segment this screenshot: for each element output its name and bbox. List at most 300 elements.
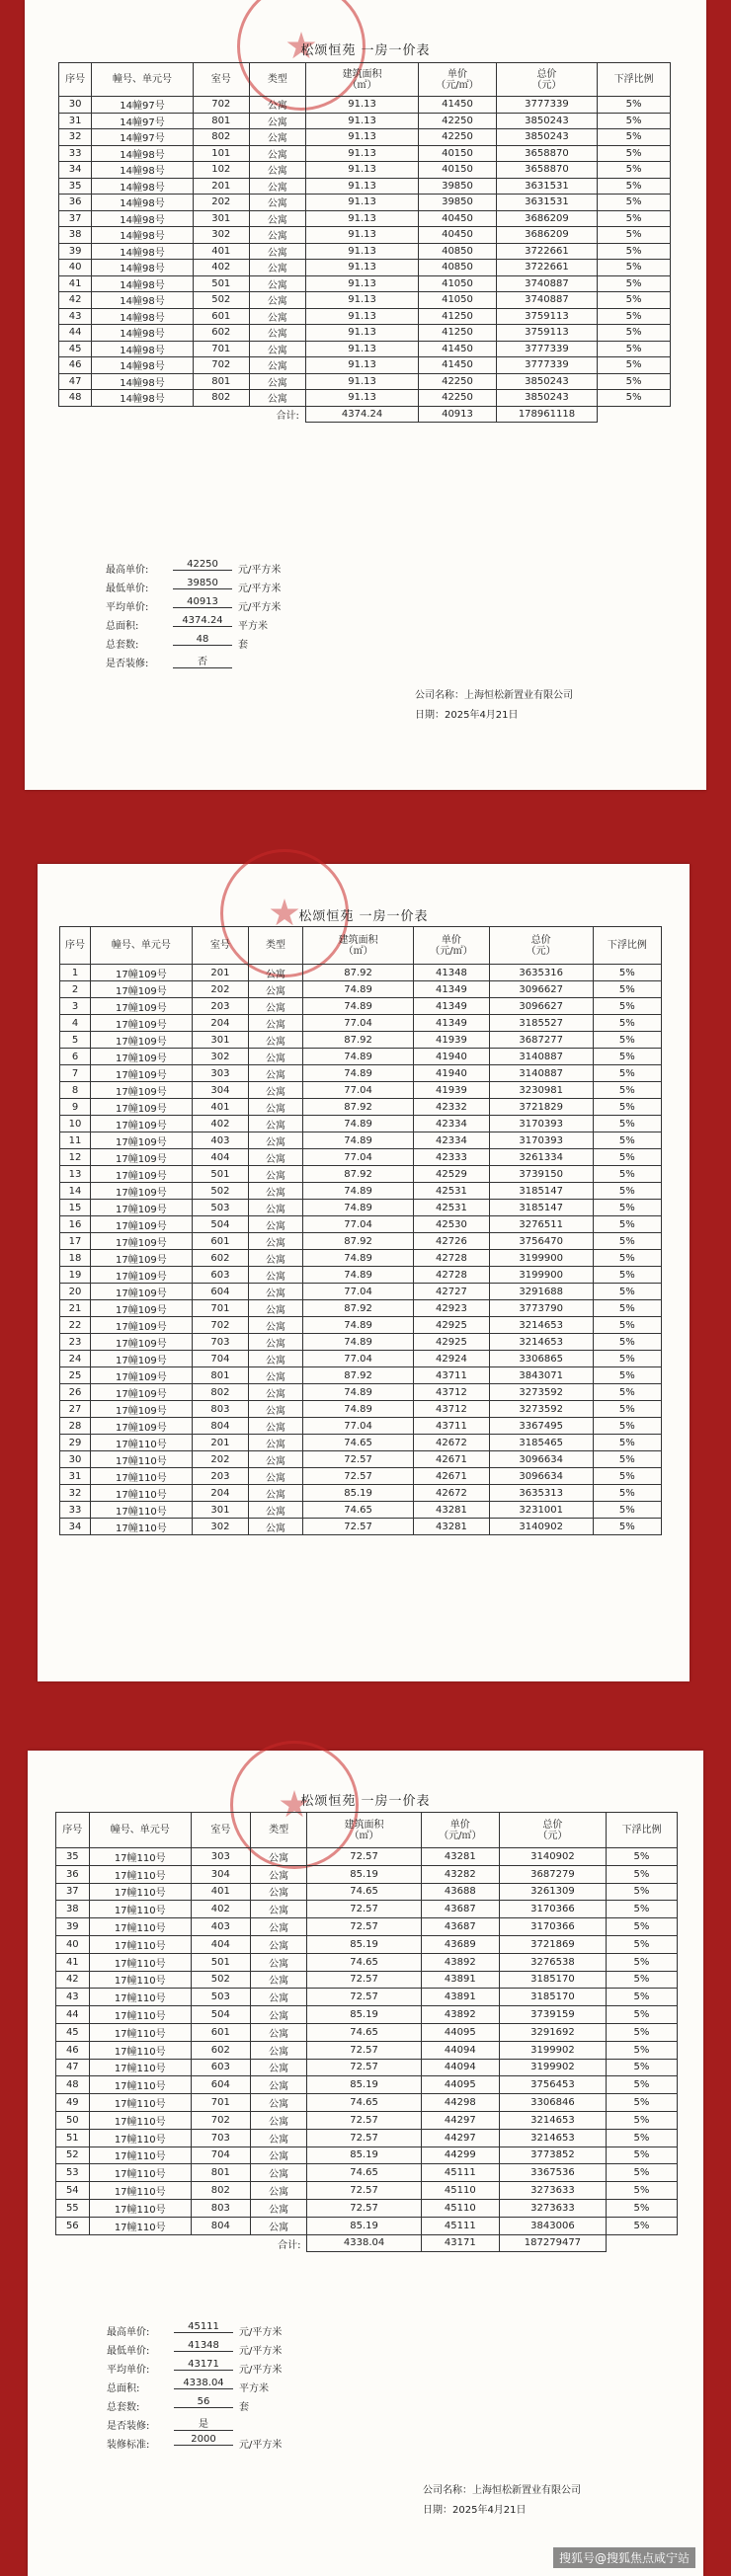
table-cell: 5% [606, 2129, 677, 2147]
table-cell: 10 [60, 1116, 91, 1132]
summary-value: 41348 [174, 2340, 233, 2352]
table-cell: 3170393 [489, 1132, 593, 1149]
table-cell: 5% [598, 97, 671, 114]
table-cell: 37 [56, 1883, 90, 1901]
summary-value: 42250 [173, 559, 232, 571]
table-cell: 72.57 [307, 1971, 421, 1989]
table-cell: 3231001 [489, 1502, 593, 1519]
column-header: 幢号、单元号 [89, 1813, 191, 1848]
table-cell: 17幢109号 [91, 1418, 193, 1435]
table-cell: 303 [191, 1848, 250, 1866]
total-area: 4374.24 [305, 406, 418, 423]
table-row [56, 2199, 678, 2217]
table-cell: 3306846 [499, 2094, 606, 2112]
summary-row [106, 578, 343, 596]
table-cell: 401 [191, 1883, 250, 1901]
table-cell: 公寓 [249, 243, 305, 260]
table-cell: 91.13 [305, 195, 418, 211]
table-cell: 公寓 [249, 1116, 303, 1132]
table-cell: 702 [191, 2111, 250, 2129]
table-cell: 17幢110号 [89, 2041, 191, 2059]
table-cell: 74.89 [302, 1401, 413, 1418]
table-cell: 11 [60, 1132, 91, 1149]
table-cell: 703 [192, 1334, 248, 1351]
table-cell: 704 [192, 1351, 248, 1367]
summary-value: 40913 [173, 596, 232, 608]
table-cell: 304 [192, 1082, 248, 1099]
table-cell: 43712 [414, 1401, 489, 1418]
table-cell: 17幢109号 [91, 1116, 193, 1132]
column-header: 单价 （元/㎡） [414, 927, 489, 965]
table-cell: 3777339 [496, 97, 597, 114]
table-row [59, 292, 671, 309]
table-cell: 702 [193, 97, 249, 114]
table-cell: 72.57 [302, 1519, 413, 1535]
table-cell: 40 [59, 260, 92, 276]
table-cell: 702 [192, 1317, 248, 1334]
table-row [60, 1132, 662, 1149]
table-row [56, 1865, 678, 1883]
table-cell: 3850243 [496, 373, 597, 390]
table-row [60, 965, 662, 981]
total-area: 4338.04 [307, 2234, 421, 2252]
table-cell: 17幢109号 [91, 1401, 193, 1418]
table-cell: 601 [192, 1233, 248, 1250]
column-header: 总价 （元） [489, 927, 593, 965]
summary-row [107, 2396, 344, 2415]
table-cell: 17幢110号 [89, 2217, 191, 2234]
table-cell: 504 [192, 1216, 248, 1233]
table-row [56, 2182, 678, 2200]
table-cell: 3185170 [499, 1989, 606, 2006]
table-cell: 17幢110号 [91, 1519, 193, 1535]
column-header: 单价 （元/㎡） [421, 1813, 499, 1848]
table-cell: 公寓 [250, 2199, 307, 2217]
table-row [60, 1317, 662, 1334]
summary-row [106, 615, 343, 634]
table-row [60, 1418, 662, 1435]
table-cell: 302 [193, 227, 249, 244]
table-cell: 17幢109号 [91, 1334, 193, 1351]
table-cell: 3759113 [496, 325, 597, 342]
table-cell: 5% [593, 1116, 661, 1132]
table-cell: 3291692 [499, 2023, 606, 2041]
column-header: 室号 [192, 927, 248, 965]
table-cell: 1 [60, 965, 91, 981]
table-cell: 3777339 [496, 357, 597, 374]
table-cell: 公寓 [249, 1233, 303, 1250]
table-cell: 5% [593, 1384, 661, 1401]
table-cell: 5% [593, 1451, 661, 1468]
column-header: 下浮比例 [606, 1813, 677, 1848]
table-cell: 5% [593, 1049, 661, 1065]
total-sum: 178961118 [496, 406, 597, 423]
table-cell: 41 [56, 1953, 90, 1971]
table-cell: 802 [191, 2182, 250, 2200]
summary-label: 总套数: [106, 640, 139, 651]
table-cell: 201 [193, 178, 249, 195]
table-row [56, 2023, 678, 2041]
table-cell: 17幢110号 [89, 2006, 191, 2024]
summary-value: 48 [173, 634, 232, 646]
table-cell: 公寓 [249, 1468, 303, 1485]
table-cell: 3273633 [499, 2182, 606, 2200]
table-cell: 5% [598, 129, 671, 146]
column-header: 类型 [250, 1813, 307, 1848]
table-cell: 公寓 [249, 325, 305, 342]
table-cell: 3740887 [496, 275, 597, 292]
table-cell: 14幢98号 [92, 260, 193, 276]
table-cell: 公寓 [249, 1166, 303, 1183]
table-row [60, 998, 662, 1015]
table-cell: 102 [193, 162, 249, 179]
table-cell: 17幢110号 [89, 1918, 191, 1936]
table-row [59, 210, 671, 227]
table-cell: 公寓 [249, 292, 305, 309]
issue-date: 日期：2025年4月21日 [423, 2505, 527, 2516]
summary-row [106, 559, 343, 578]
table-cell: 43687 [421, 1901, 499, 1918]
table-cell: 72.57 [302, 1468, 413, 1485]
table-cell: 17幢110号 [89, 2129, 191, 2147]
total-row [56, 2234, 678, 2252]
table-cell: 42334 [414, 1132, 489, 1149]
table-cell: 45111 [421, 2164, 499, 2182]
table-cell: 91.13 [305, 113, 418, 129]
table-cell: 5% [593, 1216, 661, 1233]
table-cell: 3185465 [489, 1435, 593, 1451]
table-row [60, 1468, 662, 1485]
table-cell: 5% [593, 1149, 661, 1166]
table-cell: 41450 [419, 357, 497, 374]
table-cell: 3740887 [496, 292, 597, 309]
table-cell: 43688 [421, 1883, 499, 1901]
summary-unit: 元/平方米 [238, 565, 282, 576]
summary-value: 56 [174, 2396, 233, 2408]
table-cell: 17幢109号 [91, 1384, 193, 1401]
table-row [60, 1166, 662, 1183]
sheet-title: 松颂恒苑 一房一价表 [300, 43, 431, 58]
column-header: 建筑面积 （㎡） [307, 1813, 421, 1848]
table-cell: 504 [191, 2006, 250, 2024]
table-cell: 29 [60, 1435, 91, 1451]
total-row [59, 406, 671, 423]
column-header: 幢号、单元号 [91, 927, 193, 965]
table-row [59, 325, 671, 342]
table-cell: 公寓 [250, 2059, 307, 2076]
table-cell: 39 [56, 1918, 90, 1936]
table-cell: 5% [598, 260, 671, 276]
table-cell: 74.89 [302, 1132, 413, 1149]
table-cell: 42728 [414, 1250, 489, 1267]
table-cell: 48 [56, 2076, 90, 2094]
table-cell: 74.65 [307, 2164, 421, 2182]
table-row [56, 1848, 678, 1866]
table-row [59, 162, 671, 179]
table-cell: 42728 [414, 1267, 489, 1284]
column-header: 下浮比例 [593, 927, 661, 965]
table-cell: 43891 [421, 1989, 499, 2006]
table-cell: 44297 [421, 2129, 499, 2147]
table-cell: 203 [192, 1468, 248, 1485]
table-cell: 3199902 [499, 2059, 606, 2076]
table-row [59, 227, 671, 244]
table-cell: 公寓 [249, 227, 305, 244]
table-cell: 41348 [414, 965, 489, 981]
table-cell: 72.57 [307, 1848, 421, 1866]
table-cell: 42923 [414, 1300, 489, 1317]
table-cell: 3686209 [496, 227, 597, 244]
table-cell: 3096627 [489, 981, 593, 998]
table-cell: 39850 [419, 195, 497, 211]
table-cell: 3843006 [499, 2217, 606, 2234]
table-cell: 41349 [414, 981, 489, 998]
table-cell: 52 [56, 2147, 90, 2164]
table-cell: 5% [606, 1883, 677, 1901]
table-cell: 91.13 [305, 292, 418, 309]
table-cell: 802 [193, 129, 249, 146]
table-cell: 公寓 [249, 998, 303, 1015]
table-cell: 3658870 [496, 162, 597, 179]
table-row [60, 1435, 662, 1451]
table-cell: 公寓 [250, 2217, 307, 2234]
table-cell: 802 [193, 390, 249, 407]
table-cell: 5% [593, 1502, 661, 1519]
table-cell: 17幢109号 [91, 1250, 193, 1267]
table-cell: 12 [60, 1149, 91, 1166]
table-cell: 42250 [419, 373, 497, 390]
table-cell: 17幢109号 [91, 1351, 193, 1367]
table-cell: 5% [593, 1435, 661, 1451]
table-cell: 33 [59, 145, 92, 162]
table-cell: 3843071 [489, 1367, 593, 1384]
table-cell: 公寓 [249, 390, 305, 407]
table-cell: 17幢109号 [91, 1132, 193, 1149]
table-cell: 201 [192, 965, 248, 981]
table-cell: 3096634 [489, 1451, 593, 1468]
table-cell: 3170366 [499, 1918, 606, 1936]
table-cell: 43892 [421, 1953, 499, 1971]
summary-block [107, 2321, 344, 2453]
table-cell: 5% [606, 1935, 677, 1953]
table-cell: 204 [192, 1485, 248, 1502]
table-cell: 74.89 [302, 998, 413, 1015]
table-cell: 3273592 [489, 1401, 593, 1418]
table-row [60, 1233, 662, 1250]
table-cell: 56 [56, 2217, 90, 2234]
column-header: 总价 （元） [499, 1813, 606, 1848]
table-cell: 44 [59, 325, 92, 342]
table-cell: 44298 [421, 2094, 499, 2112]
table-cell: 804 [192, 1418, 248, 1435]
table-cell: 20 [60, 1284, 91, 1300]
table-row [60, 1351, 662, 1367]
table-cell: 47 [59, 373, 92, 390]
table-cell: 3756470 [489, 1233, 593, 1250]
table-row [60, 1334, 662, 1351]
table-cell: 45110 [421, 2182, 499, 2200]
table-cell: 77.04 [302, 1216, 413, 1233]
summary-value: 是 [174, 2415, 233, 2431]
table-cell: 91.13 [305, 227, 418, 244]
table-cell: 91.13 [305, 162, 418, 179]
table-cell: 43281 [421, 1848, 499, 1866]
table-cell: 17幢109号 [91, 1099, 193, 1116]
table-cell: 43712 [414, 1384, 489, 1401]
table-cell: 54 [56, 2182, 90, 2200]
table-cell: 3756453 [499, 2076, 606, 2094]
table-cell: 43689 [421, 1935, 499, 1953]
table-cell: 16 [60, 1216, 91, 1233]
table-row [56, 2164, 678, 2182]
table-cell: 301 [192, 1502, 248, 1519]
table-cell: 501 [191, 1953, 250, 1971]
table-row [59, 129, 671, 146]
table-cell: 5% [598, 178, 671, 195]
table-row [59, 275, 671, 292]
table-cell: 402 [193, 260, 249, 276]
table-cell: 公寓 [249, 1519, 303, 1535]
table-row [60, 1267, 662, 1284]
table-cell: 701 [192, 1300, 248, 1317]
table-cell: 203 [192, 998, 248, 1015]
table-cell: 14幢97号 [92, 97, 193, 114]
table-cell: 5% [593, 1015, 661, 1032]
table-cell: 3291688 [489, 1284, 593, 1300]
table-cell: 17幢109号 [91, 1300, 193, 1317]
table-cell: 17幢109号 [91, 1200, 193, 1216]
table-cell: 5% [593, 1183, 661, 1200]
table-cell: 17幢110号 [89, 1865, 191, 1883]
table-cell: 公寓 [249, 178, 305, 195]
summary-row [107, 2434, 344, 2453]
table-row [60, 1032, 662, 1049]
column-header: 总价 （元） [496, 63, 597, 97]
table-cell: 3199902 [499, 2041, 606, 2059]
table-cell: 17幢110号 [91, 1451, 193, 1468]
table-cell: 17幢109号 [91, 1284, 193, 1300]
table-cell: 302 [192, 1049, 248, 1065]
table-row [59, 195, 671, 211]
table-cell: 14幢98号 [92, 178, 193, 195]
table-cell: 5% [606, 2199, 677, 2217]
table-cell: 85.19 [307, 1865, 421, 1883]
table-cell: 44095 [421, 2076, 499, 2094]
table-cell: 公寓 [249, 275, 305, 292]
table-row [60, 1065, 662, 1082]
table-cell: 5% [593, 998, 661, 1015]
table-cell: 5% [593, 1166, 661, 1183]
table-cell: 44299 [421, 2147, 499, 2164]
table-cell: 42250 [419, 129, 497, 146]
table-cell: 17幢109号 [91, 1317, 193, 1334]
table-cell: 38 [56, 1901, 90, 1918]
table-cell: 19 [60, 1267, 91, 1284]
table-row [59, 260, 671, 276]
column-header: 序号 [56, 1813, 90, 1848]
table-cell: 17幢109号 [91, 1082, 193, 1099]
table-cell: 3306865 [489, 1351, 593, 1367]
table-cell: 14幢97号 [92, 129, 193, 146]
table-cell: 公寓 [249, 1502, 303, 1519]
table-cell: 公寓 [250, 2111, 307, 2129]
summary-label: 最低单价: [106, 584, 149, 594]
table-cell: 91.13 [305, 357, 418, 374]
table-cell: 3170393 [489, 1116, 593, 1132]
table-cell: 5% [593, 1233, 661, 1250]
table-cell: 603 [191, 2059, 250, 2076]
table-cell: 77.04 [302, 1015, 413, 1032]
table-cell: 25 [60, 1367, 91, 1384]
table-cell: 3367495 [489, 1418, 593, 1435]
footer [415, 686, 573, 726]
table-cell: 43891 [421, 1971, 499, 1989]
table-cell: 803 [192, 1401, 248, 1418]
table-cell: 3850243 [496, 129, 597, 146]
summary-value: 4338.04 [174, 2378, 233, 2389]
table-cell: 53 [56, 2164, 90, 2182]
table-cell: 87.92 [302, 1166, 413, 1183]
table-cell: 43281 [414, 1502, 489, 1519]
table-cell: 50 [56, 2111, 90, 2129]
table-cell: 13 [60, 1166, 91, 1183]
table-cell: 17幢110号 [89, 2059, 191, 2076]
table-cell: 3739159 [499, 2006, 606, 2024]
table-cell: 3273633 [499, 2199, 606, 2217]
table-cell: 公寓 [249, 1351, 303, 1367]
table-cell: 3140902 [489, 1519, 593, 1535]
table-cell: 301 [192, 1032, 248, 1049]
summary-label: 装修标准: [107, 2440, 150, 2451]
table-cell: 8 [60, 1082, 91, 1099]
table-cell: 43892 [421, 2006, 499, 2024]
table-cell: 17幢110号 [91, 1435, 193, 1451]
table-cell: 3199900 [489, 1250, 593, 1267]
table-cell: 公寓 [250, 2006, 307, 2024]
table-row [59, 145, 671, 162]
table-cell: 702 [193, 357, 249, 374]
table-cell: 42672 [414, 1485, 489, 1502]
table-cell: 35 [56, 1848, 90, 1866]
price-sheet-1 [25, 0, 706, 790]
table-cell: 3850243 [496, 113, 597, 129]
table-cell: 公寓 [249, 1284, 303, 1300]
summary-row [107, 2321, 344, 2340]
table-cell: 14幢98号 [92, 308, 193, 325]
table-cell: 804 [191, 2217, 250, 2234]
table-row [59, 243, 671, 260]
summary-row [106, 596, 343, 615]
table-cell: 44094 [421, 2059, 499, 2076]
price-table [59, 926, 662, 1535]
table-cell: 5% [598, 373, 671, 390]
company-name: 公司名称：上海恒松新置业有限公司 [415, 690, 573, 701]
table-cell: 502 [191, 1971, 250, 1989]
summary-row [107, 2340, 344, 2359]
table-cell: 14幢98号 [92, 275, 193, 292]
table-cell: 72.57 [307, 2059, 421, 2076]
table-cell: 701 [191, 2094, 250, 2112]
table-cell: 5% [593, 1099, 661, 1116]
table-cell: 5% [593, 1267, 661, 1284]
table-cell: 公寓 [249, 1183, 303, 1200]
table-cell: 502 [192, 1183, 248, 1200]
table-cell: 42925 [414, 1317, 489, 1334]
table-cell: 91.13 [305, 210, 418, 227]
table-cell: 3214653 [499, 2129, 606, 2147]
table-cell: 5% [593, 965, 661, 981]
summary-label: 总面积: [107, 2383, 140, 2394]
